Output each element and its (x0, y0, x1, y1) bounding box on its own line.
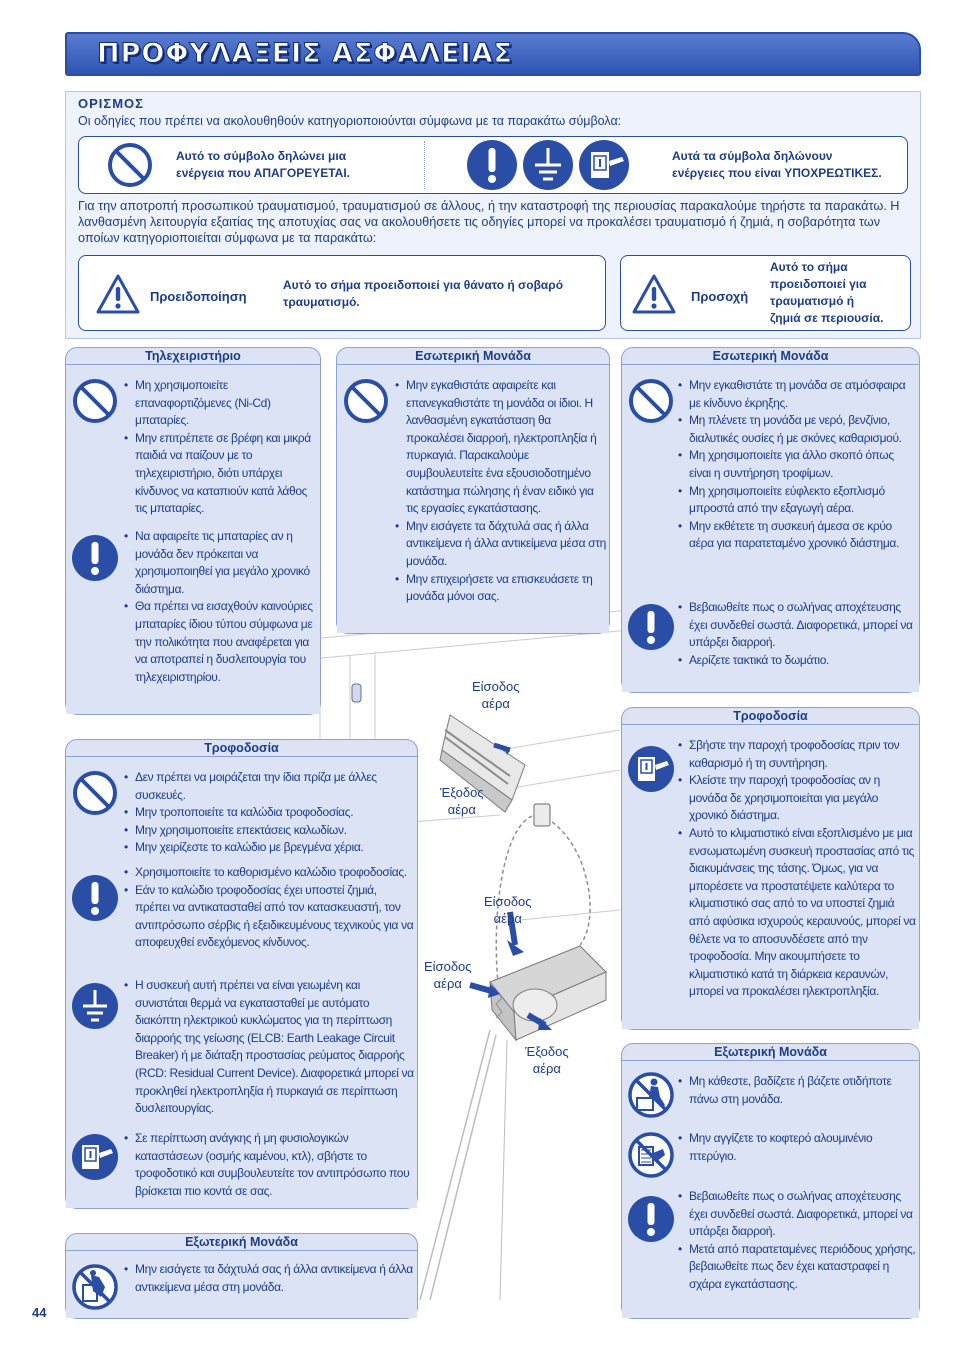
prohibited-icon (71, 377, 119, 425)
prohibited-legend-text (176, 148, 350, 182)
air-inlet-label-2 (484, 893, 532, 927)
list-item: • Αυτό το κλιματιστικό είναι εξοπλισμένο με μια ενσωματωμένη συσκευή προστασίας από τις διακυμάνσεις της τάσης. Όμως, για να μπορέσετε να προστατέψετε καλύτερα το κλιματιστικό σας από το να υποστεί ζημιά από αφύσικα ισχυρούς κεραυνούς, μπορεί να θέλετε να το αποσυνδέσετε από την τροφοδοσία. Μην ακουμπήσετε το κλιματιστικό κατά τη διάρκεια κεραυνών, μπορεί να προκαλέσει ηλεκτροπληξία. (678, 825, 916, 1001)
list-item: • Χρησιμοποιείτε το καθορισμένο καλώδιο τροφοδοσίας. (124, 864, 414, 882)
list-item: • Μην εισάγετε τα δάχτυλά σας ή άλλα αντικείμενα ή άλλα αντικείμενα μέσα στη μονάδα. (395, 518, 607, 571)
outdoor-left-prohibited-list (124, 1261, 414, 1296)
list-item: • Να αφαιρείτε τις μπαταρίες αν η μονάδα δεν πρόκειται να χρησιμοποιηθεί για μεγάλο χρονικό διάστημα. (124, 528, 316, 598)
mandatory-icon (627, 603, 675, 651)
power-right-unplug-list (678, 737, 916, 1001)
air-outlet-1-line1: Έξοδος (440, 785, 484, 800)
earth-icon (71, 982, 119, 1030)
list-item: • Μην επιτρέπετε σε βρέφη και μικρά παιδιά να παίζουν με το τηλεχειριστήριο, διότι υπάρχει κίνδυνος να καταπιούν κατά λάθος τις μπαταρίες. (124, 430, 316, 518)
air-inlet-1-line1: Είσοδος (472, 679, 520, 694)
mandatory-text-line1: Αυτά τα σύμβολα δηλώνουν (672, 149, 833, 163)
power-supply-panel-right (621, 707, 920, 1030)
air-inlet-label-3 (424, 958, 472, 992)
list-item: • Θα πρέπει να εισαχθούν καινούριες μπαταρίες ίδιου τύπου σύμφωνα με την πολικότητα που αναφέρεται για να αποτραπεί η δυσλειτουργία του τηλεχειριστηρίου. (124, 598, 316, 686)
prohibited-icon (342, 377, 390, 425)
warning-label: Προειδοποίηση (150, 289, 247, 304)
warning-text-line2: τραυματισμό. (283, 295, 360, 309)
no-sitting-icon (627, 1071, 675, 1119)
prohibited-icon (627, 377, 675, 425)
warning-triangle-icon (96, 274, 140, 314)
indoor-unit-panel-middle (336, 347, 610, 634)
indoor-mid-prohibited-list (395, 377, 607, 606)
indoor-right-mandatory-list (678, 599, 914, 669)
air-inlet-3-line1: Είσοδος (424, 959, 472, 974)
prohibited-text-line1: Αυτό το σύμβολο δηλώνει μια (176, 149, 347, 163)
prohibited-text-line2: ενέργεια που ΑΠΑΓΟΡΕΥΕΤΑΙ. (176, 166, 351, 180)
air-inlet-2-line2: αέρα (493, 911, 522, 926)
list-item: • Μην εγκαθιστάτε τη μονάδα σε ατμόσφαιρα με κίνδυνο έκρηξης. (678, 377, 914, 412)
mandatory-icon (71, 874, 119, 922)
page-number: 44 (32, 1305, 47, 1320)
warning-text-line1: Αυτό το σήμα προειδοποιεί για θάνατο ή σοβαρό (283, 278, 564, 292)
remote-prohibited-list (124, 377, 316, 518)
definition-paragraph: Για την αποτροπή προσωπικού τραυματισμού, τραυματισμού σε άλλους, ή την καταστροφή της περιουσίας παρακαλούμε τηρήστε τα παρακάτω. Η λανθασμένη λειτουργία εξαιτίας της αποτυχίας σας να ακολουθήσετε τις οδηγίες μπορεί να προκαλέσει τραυματισμό ή ζημιά, η σοβαρότητα των οποίων κατηγοριοποιείται σύμφωνα με τα παρακάτω: (78, 199, 900, 245)
indoor-right-prohibited-list (678, 377, 914, 553)
title-banner (65, 32, 921, 76)
air-outlet-label-2 (525, 1043, 569, 1077)
unplug-icon (578, 139, 630, 191)
mandatory-text-line2: ενέργειες που είναι ΥΠΟΧΡΕΩΤΙΚΕΣ. (672, 166, 882, 180)
caution-triangle-icon (632, 274, 676, 314)
remote-control-drawing (352, 684, 361, 702)
outdoor-right-touch-list (678, 1130, 916, 1165)
remote-mandatory-list (124, 528, 316, 686)
legend-divider (424, 141, 425, 189)
outlet-drawing (534, 804, 550, 826)
indoor-unit-panel-right (621, 347, 920, 693)
indoor-right-panel-header: Εσωτερική Μονάδα (622, 348, 919, 365)
definition-heading: ΟΡΙΣΜΟΣ (78, 96, 144, 111)
caution-text-line1: Αυτό το σήμα (770, 260, 848, 274)
list-item: • Εάν το καλώδιο τροφοδοσίας έχει υποστεί ζημιά, πρέπει να αντικατασταθεί από τον κατασκευαστή, τον αντιπρόσωπο σέρβις ή εξειδικευμένους τεχνικούς για να αποφευχθεί ενδεχόμενος κίνδυνος. (124, 882, 414, 952)
remote-control-panel (65, 347, 321, 715)
list-item: • Μη χρησιμοποιείτε επαναφορτιζόμενες (Ni-Cd) μπαταρίες. (124, 377, 316, 430)
list-item: • Μην εγκαθιστάτε αφαιρείτε και επανεγκαθιστάτε τη μονάδα οι ίδιοι. Η λανθασμένη εγκατάσταση θα προκαλέσει διαρροή, ηλεκτροπληξία ή πυρκαγιά. Παρακαλούμε συμβουλευτείτε ένα εξουσιοδοτημένο κατάστημα πώλησης ή έναν ειδικό για τις εργασίες εγκατάστασης. (395, 377, 607, 518)
outdoor-right-panel-header: Εξωτερική Μονάδα (622, 1044, 919, 1061)
air-inlet-3-line2: αέρα (433, 976, 462, 991)
warning-description (283, 277, 563, 311)
mandatory-legend-text (672, 148, 882, 182)
list-item: • Μην αγγίζετε το κοφτερό αλουμινένιο πτερύγιο. (678, 1130, 916, 1165)
mandatory-icon (466, 139, 518, 191)
prohibited-icon (106, 141, 154, 189)
list-item: • Μην εισάγετε τα δάχτυλά σας ή άλλα αντικείμενα ή άλλα αντικείμενα μέσα στη μονάδα. (124, 1261, 414, 1296)
outdoor-right-mandatory-list (678, 1188, 916, 1294)
caution-text-line4: ζημιά σε περιουσία. (770, 311, 884, 325)
power-left-prohibited-list (124, 769, 414, 857)
no-hand-icon (71, 1263, 119, 1311)
caution-text-line3: τραυματισμό ή (770, 294, 855, 308)
list-item: • Μην χειρίζεστε το καλώδιο με βρεγμένα χέρια. (124, 839, 414, 857)
list-item: • Μη χρησιμοποιείτε εύφλεκτο εξοπλισμό μπροστά από την εξαγωγή αέρα. (678, 483, 914, 518)
list-item: • Σβήστε την παροχή τροφοδοσίας πριν τον καθαρισμό ή τη συντήρηση. (678, 737, 916, 772)
caution-description (770, 259, 883, 327)
outdoor-unit-drawing (490, 946, 606, 1040)
air-outlet-label-1 (440, 784, 484, 818)
power-left-panel-header: Τροφοδοσία (66, 740, 417, 757)
page-title: ΠΡΟΦΥΛΑΞΕΙΣ ΑΣΦΑΛΕΙΑΣ (97, 38, 513, 69)
prohibited-icon (71, 769, 119, 817)
power-left-earth-list (124, 977, 414, 1118)
list-item: • Αερίζετε τακτικά το δωμάτιο. (678, 652, 914, 670)
list-item: • Βεβαιωθείτε πως ο σωλήνας αποχέτευσης έχει συνδεθεί σωστά. Διαφορετικά, μπορεί να υπάρξει διαρροή. (678, 599, 914, 652)
power-right-panel-header: Τροφοδοσία (622, 708, 919, 725)
air-outlet-1-line2: αέρα (447, 802, 476, 817)
unplug-icon (71, 1133, 119, 1181)
outdoor-unit-panel-left (65, 1233, 418, 1319)
no-touch-fin-icon (627, 1131, 675, 1179)
list-item: • Δεν πρέπει να μοιράζεται την ίδια πρίζα με άλλες συσκευές. (124, 769, 414, 804)
air-inlet-label-1 (472, 678, 520, 712)
definition-intro: Οι οδηγίες που πρέπει να ακολουθηθούν κατηγοριοποιούνται σύμφωνα με τα παρακάτω σύμβολα: (78, 114, 622, 128)
mandatory-icon (627, 1195, 675, 1243)
list-item: • Μην τροποποιείτε τα καλώδια τροφοδοσίας. (124, 804, 414, 822)
remote-panel-header: Τηλεχειριστήριο (66, 348, 320, 365)
list-item: • Σε περίπτωση ανάγκης ή μη φυσιολογικών καταστάσεων (οσμής καμένου, κτλ), σβήστε το τροφοδοτικό και συμβουλευτείτε τον αντιπρόσωπο που βρίσκεται πιο κοντά σε σας. (124, 1130, 414, 1200)
list-item: • Η συσκευή αυτή πρέπει να είναι γειωμένη και συνιστάται θερμά να εγκατασταθεί με αυτόματο διακόπτη ηλεκτρικού κυκλώματος για τη περίπτωση διαρροής της γείωσης (ELCB: Earth Leakage Circuit Breaker) ή με διάταξη προστασίας ρεύματος διαρροής (RCD: Residual Current Device). Διαφορετικά μπορεί να προκληθεί ηλεκτροπληξία ή πυρκαγιά σε περίπτωση δυσλειτουργίας. (124, 977, 414, 1118)
list-item: • Μην χρησιμοποιείτε επεκτάσεις καλωδίων. (124, 822, 414, 840)
mandatory-icon (71, 534, 119, 582)
power-supply-panel-left (65, 739, 418, 1209)
indoor-mid-panel-header: Εσωτερική Μονάδα (337, 348, 609, 365)
list-item: • Μη χρησιμοποιείτε για άλλο σκοπό όπως είναι η συντήρηση τροφίμων. (678, 447, 914, 482)
air-outlet-2-line1: Έξοδος (525, 1044, 569, 1059)
air-outlet-2-line2: αέρα (532, 1061, 561, 1076)
list-item: • Μη πλένετε τη μονάδα με νερό, βενζίνιο, διαλυτικές ουσίες ή με σκόνες καθαρισμού. (678, 412, 914, 447)
list-item: • Μετά από παρατεταμένες περιόδους χρήσης, βεβαιωθείτε πως δεν έχει καταστραφεί η σχάρα εγκατάστασης. (678, 1241, 916, 1294)
power-left-unplug-list (124, 1130, 414, 1200)
list-item: • Μην επιχειρήσετε να επισκευάσετε τη μονάδα μόνοι σας. (395, 571, 607, 606)
power-left-mandatory-list (124, 864, 414, 952)
caution-label: Προσοχή (691, 289, 749, 304)
earth-icon (522, 139, 574, 191)
list-item: • Βεβαιωθείτε πως ο σωλήνας αποχέτευσης έχει συνδεθεί σωστά. Διαφορετικά, μπορεί να υπάρξει διαρροή. (678, 1188, 916, 1241)
outdoor-left-panel-header: Εξωτερική Μονάδα (66, 1234, 417, 1251)
unplug-icon (627, 745, 675, 793)
list-item: • Μην εκθέτετε τη συσκευή άμεσα σε κρύο αέρα για παρατεταμένο χρονικό διάστημα. (678, 518, 914, 553)
outdoor-unit-panel-right (621, 1043, 920, 1319)
air-inlet-1-line2: αέρα (481, 696, 510, 711)
air-inlet-2-line1: Είσοδος (484, 894, 532, 909)
outdoor-right-sit-list (678, 1073, 916, 1108)
list-item: • Μη κάθεστε, βαδίζετε ή βάζετε οτιδήποτε πάνω στη μονάδα. (678, 1073, 916, 1108)
list-item: • Κλείστε την παροχή τροφοδοσίας αν η μονάδα δε χρησιμοποιείται για μεγάλο χρονικό διάστημα. (678, 772, 916, 825)
caution-text-line2: προειδοποιεί για (770, 277, 867, 291)
